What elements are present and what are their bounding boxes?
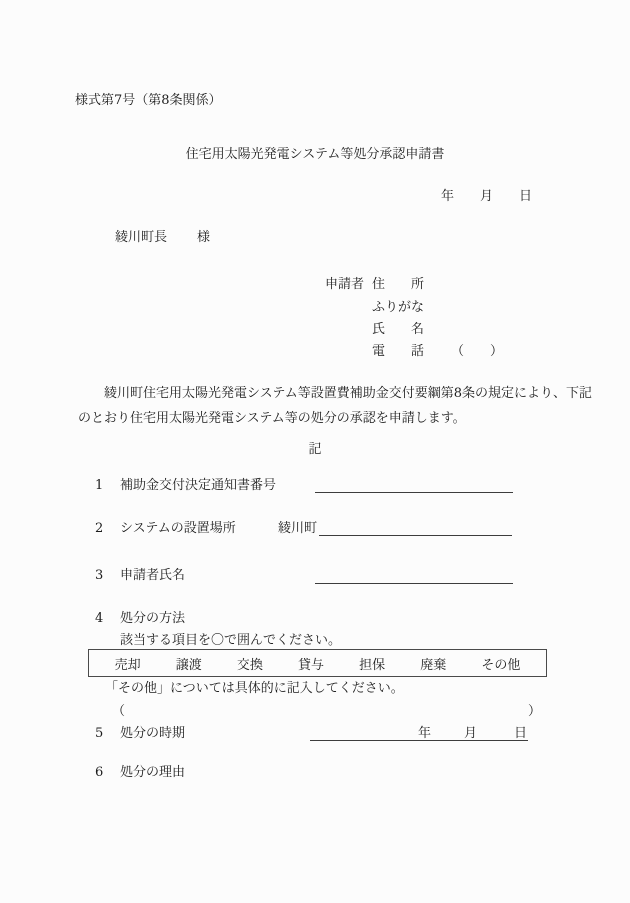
item6-label: 処分の理由 (120, 765, 186, 780)
applicant-furigana-label: ふりがな (372, 300, 425, 315)
disposal-option-loan: 貸与 (297, 657, 324, 673)
item4-other-note: 「その他」については具体的に記入してください。 (105, 681, 404, 696)
addressee-honorific: 様 (197, 230, 211, 245)
item5-label: 処分の時期 (120, 726, 186, 741)
addressee-name: 綾川町長 (115, 230, 168, 245)
item4-paren-close: ） (528, 704, 542, 719)
item4-instruction: 該当する項目を〇で囲んでください。 (120, 633, 342, 648)
item1-number: 1 (95, 478, 104, 493)
item2-fill-line (319, 535, 512, 536)
item4-number: 4 (95, 611, 104, 626)
item3-number: 3 (95, 568, 104, 583)
item6-number: 6 (95, 765, 104, 780)
applicant-phone-label: 電 話 (372, 344, 425, 359)
ki-heading: 記 (308, 442, 322, 457)
item1-label: 補助金交付決定通知書番号 (120, 478, 277, 493)
item5-number: 5 (95, 726, 104, 741)
item1-fill-line (315, 492, 513, 493)
item5-unit-day: 日 (514, 726, 528, 741)
applicant-name-label: 氏 名 (372, 322, 425, 337)
item2-value-prefix: 綾川町 (278, 521, 318, 536)
date-placeholder: 年 月 日 (441, 189, 533, 204)
item3-fill-line (315, 583, 513, 584)
item3-label: 申請者氏名 (120, 568, 186, 583)
applicant-phone-parens: （ ） (451, 344, 504, 359)
disposal-option-disposal: 廃棄 (420, 657, 447, 673)
form-number: 様式第7号（第8条関係） (75, 93, 222, 108)
disposal-option-exchange: 交換 (236, 657, 263, 673)
item2-label: システムの設置場所 (120, 521, 236, 536)
disposal-option-other: その他 (481, 657, 521, 673)
applicant-label: 申請者 (325, 277, 365, 292)
applicant-address-label: 住 所 (372, 277, 425, 292)
document-title: 住宅用太陽光発電システム等処分承認申請書 (185, 147, 445, 162)
disposal-option-transfer: 譲渡 (175, 657, 202, 673)
disposal-option-collateral: 担保 (359, 657, 386, 673)
body-paragraph-line2: のとおり住宅用太陽光発電システム等の処分の承認を申請します。 (78, 411, 466, 426)
item2-number: 2 (95, 521, 104, 536)
disposal-option-sale: 売却 (114, 657, 141, 673)
disposal-options-box (88, 649, 547, 677)
item4-label: 処分の方法 (120, 611, 186, 626)
item5-unit-month: 月 (464, 726, 478, 741)
body-paragraph-line1: 綾川町住宅用太陽光発電システム等設置費補助金交付要綱第8条の規定により、下記 (78, 386, 592, 401)
item4-paren-open: （ (112, 704, 126, 719)
item5-unit-year: 年 (418, 726, 432, 741)
